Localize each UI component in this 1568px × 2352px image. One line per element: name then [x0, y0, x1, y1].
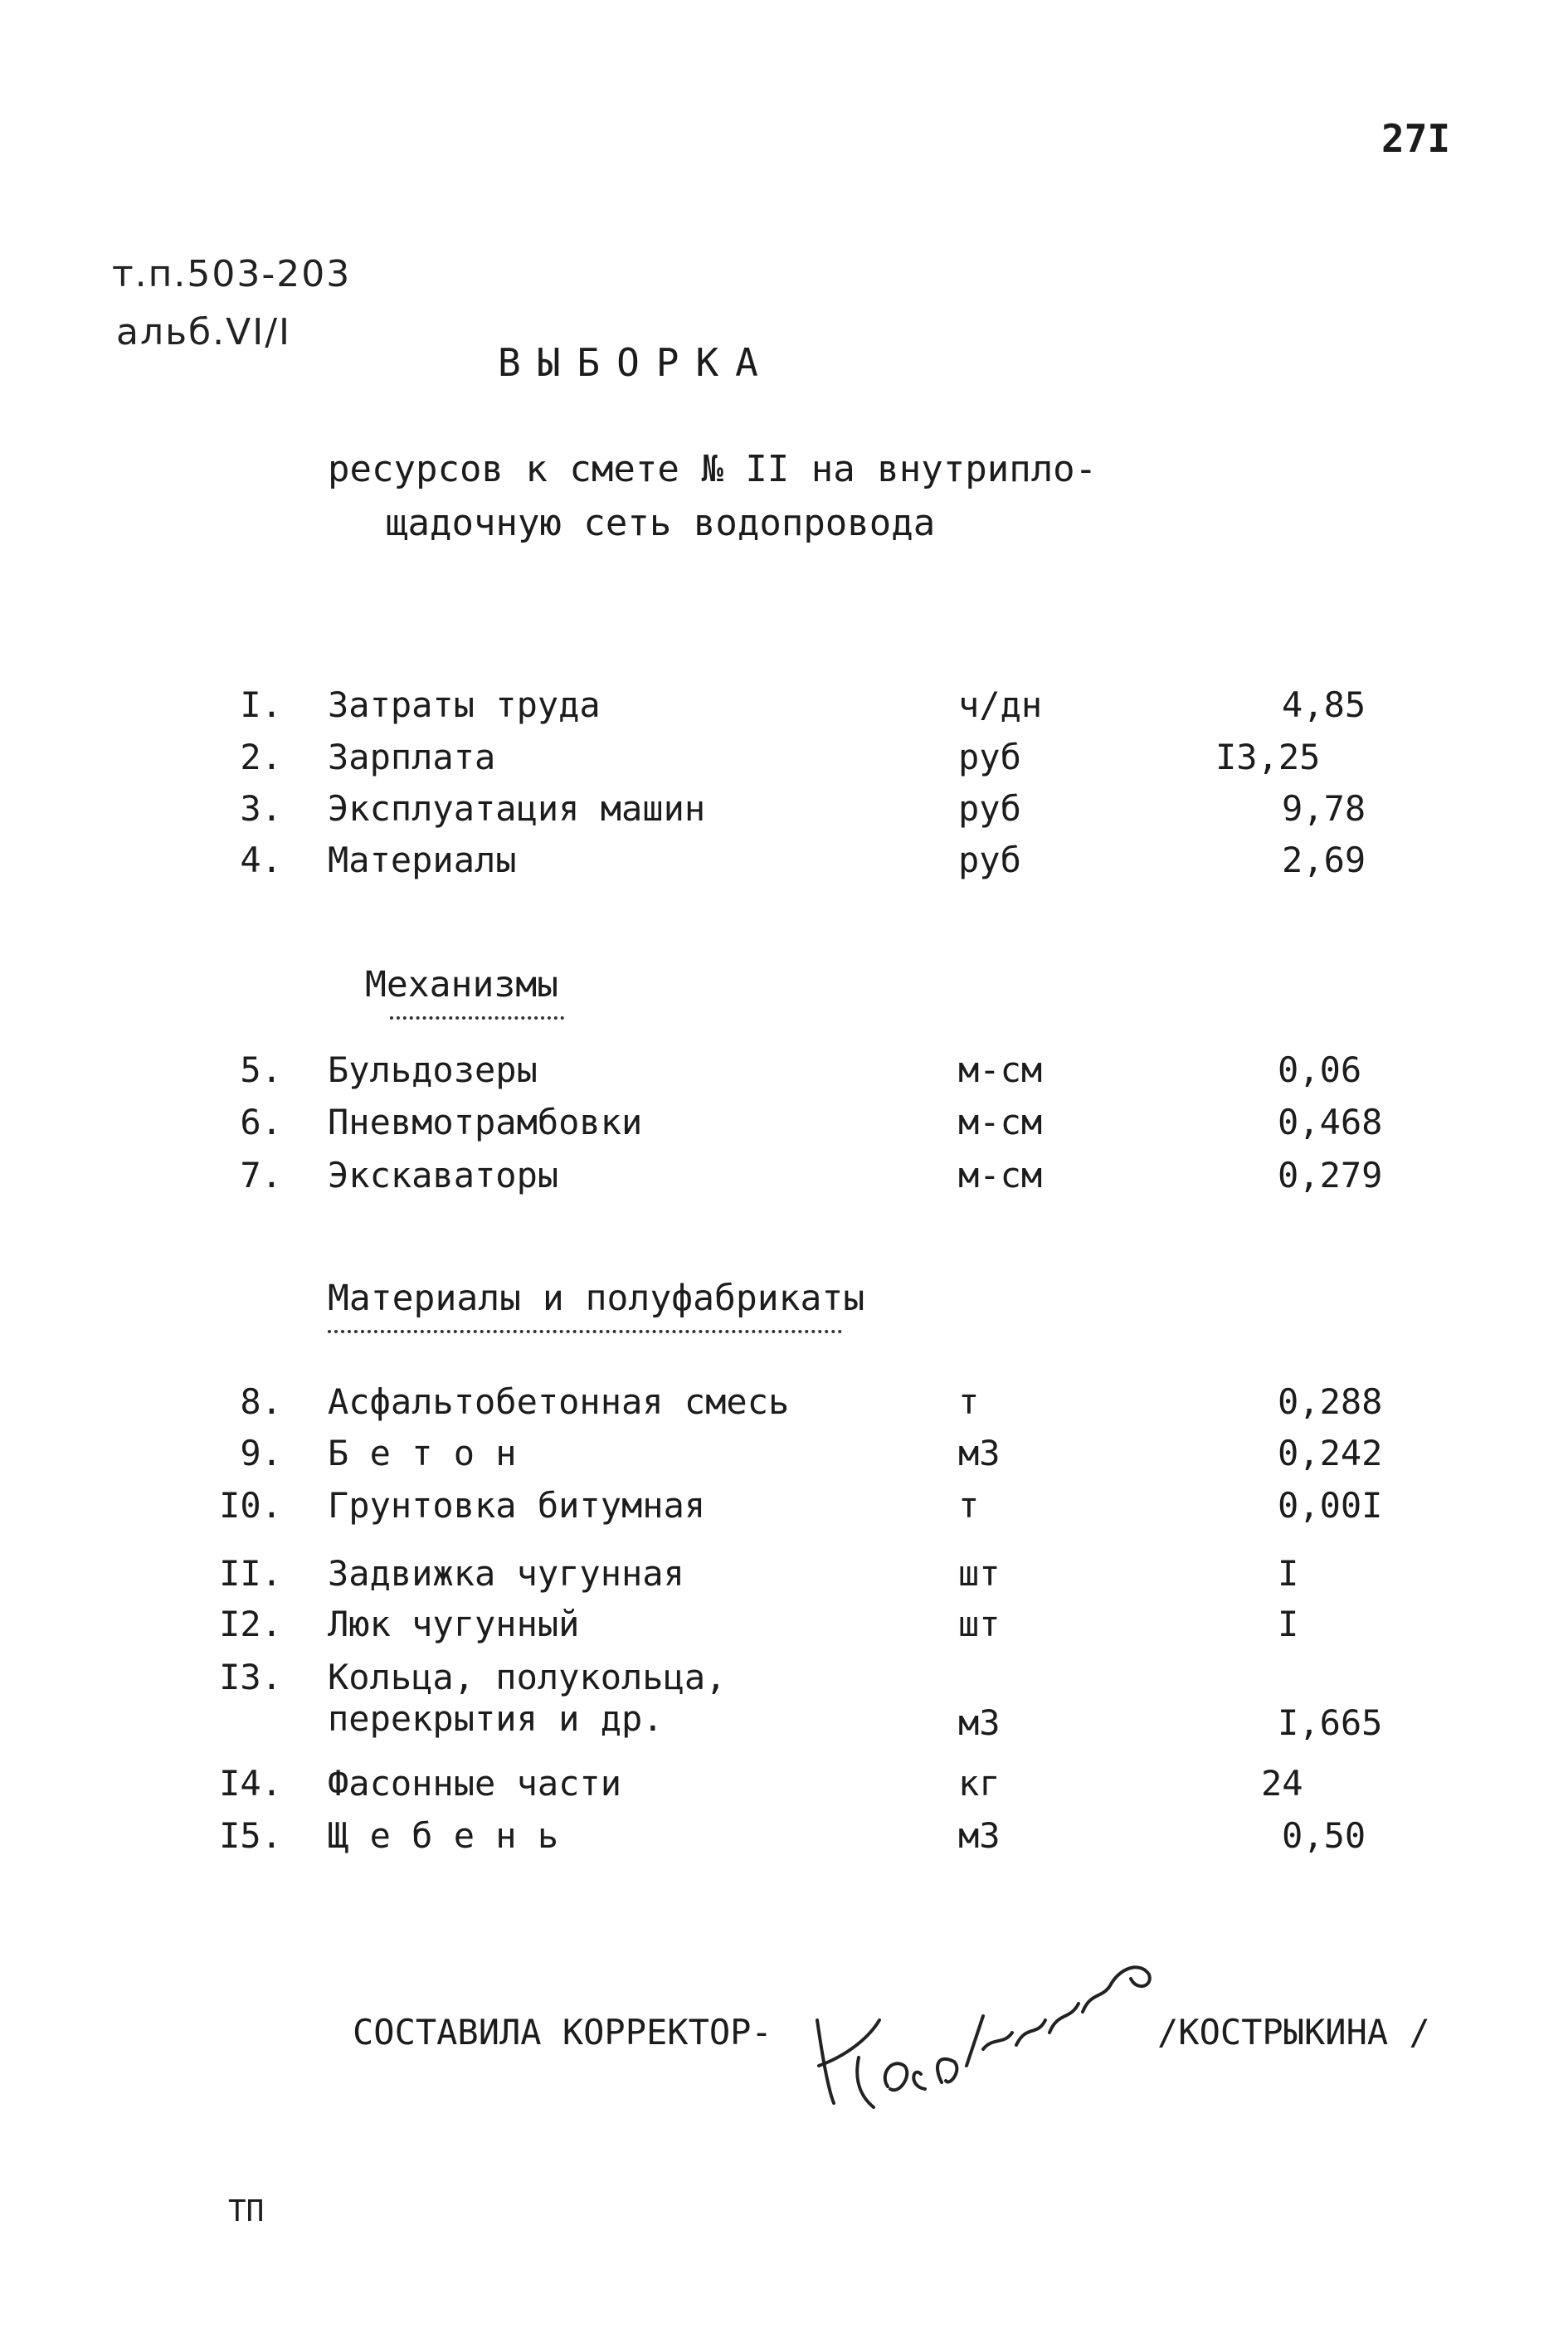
item-number: 2. [240, 737, 282, 777]
list-item [0, 737, 1568, 786]
item-number: 8. [240, 1381, 282, 1422]
list-item [0, 1553, 1568, 1603]
list-item [0, 1155, 1568, 1205]
item-name: Щ е б е н ь [328, 1815, 559, 1856]
list-item [0, 1381, 1568, 1431]
item-number: 7. [240, 1155, 282, 1195]
item-unit: шт [958, 1604, 1001, 1644]
item-value: I [1278, 1604, 1299, 1644]
item-number: I. [240, 684, 282, 725]
list-item [0, 788, 1568, 838]
item-unit: руб [958, 840, 1021, 880]
item-unit: кг [958, 1763, 1001, 1804]
item-unit: м-см [958, 1102, 1043, 1142]
item-value: 0,468 [1278, 1102, 1383, 1142]
corner-note-line1: т.п.503-203 [112, 253, 352, 295]
item-value: 24 [1261, 1763, 1303, 1804]
item-value: 4,85 [1282, 684, 1366, 725]
item-value: 0,00I [1278, 1485, 1383, 1526]
item-unit: шт [958, 1553, 1001, 1594]
item-value: 0,279 [1278, 1155, 1383, 1195]
document-title: ВЫБОРКА [498, 340, 775, 385]
corner-note-line2: альб.VI/I [116, 311, 292, 353]
item-unit: м-см [958, 1049, 1043, 1090]
item-number: 5. [240, 1049, 282, 1090]
item-number: 9. [240, 1433, 282, 1473]
subtitle-line2: щадочную сеть водопровода [386, 502, 936, 544]
page-number: 27I [1381, 116, 1451, 161]
item-name: Асфальтобетонная смесь [328, 1381, 790, 1422]
item-name: Зарплата [328, 737, 496, 777]
item-value: 0,06 [1278, 1049, 1362, 1090]
item-value: 0,288 [1278, 1381, 1383, 1422]
list-item [0, 1102, 1568, 1152]
list-item [0, 1433, 1568, 1483]
list-item [0, 684, 1568, 734]
item-name: Б е т о н [328, 1433, 517, 1473]
item-name: Эксплуатация машин [328, 788, 706, 829]
list-item [0, 1763, 1568, 1813]
item-unit: м3 [958, 1815, 1001, 1856]
item-name: Кольца, полукольца, [328, 1657, 727, 1697]
item-value: 2,69 [1282, 840, 1366, 880]
item-number: II. [219, 1553, 282, 1594]
item-value: I3,25 [1215, 737, 1321, 777]
section-underline [390, 1016, 564, 1020]
item-unit: руб [958, 788, 1021, 829]
list-item [0, 1604, 1568, 1653]
compiled-by-label: СОСТАВИЛА КОРРЕКТОР- [353, 2012, 772, 2053]
item-number: I5. [219, 1815, 282, 1856]
item-value: 0,50 [1282, 1815, 1366, 1856]
item-value: 9,78 [1282, 788, 1366, 829]
item-value: I [1278, 1553, 1299, 1594]
item-number: 6. [240, 1102, 282, 1142]
item-unit: м3 [958, 1702, 1001, 1743]
section-title: Материалы и полуфабрикаты [328, 1278, 865, 1319]
list-item [0, 1815, 1568, 1865]
item-name: Задвижка чугунная [328, 1553, 684, 1594]
handwritten-signature [809, 1941, 1174, 2116]
item-name: Пневмотрамбовки [328, 1102, 643, 1142]
compiler-name: /КОСТРЫКИНА / [1157, 2012, 1430, 2053]
item-value: 0,242 [1278, 1433, 1383, 1473]
item-unit: м-см [958, 1155, 1043, 1195]
item-name-continued: перекрытия и др. [328, 1698, 664, 1739]
item-number: I3. [219, 1657, 282, 1697]
item-number: 3. [240, 788, 282, 829]
item-name: Бульдозеры [328, 1049, 538, 1090]
subtitle-line1: ресурсов к смете № II на внутрипло- [328, 448, 1098, 490]
list-item [0, 840, 1568, 889]
item-value: I,665 [1278, 1702, 1383, 1743]
item-unit: т [958, 1485, 980, 1526]
list-item [0, 1657, 1568, 1756]
item-name: Люк чугунный [328, 1604, 580, 1644]
item-unit: ч/дн [958, 684, 1043, 725]
item-name: Грунтовка битумная [328, 1485, 706, 1526]
section-title: Механизмы [365, 964, 558, 1006]
bottom-mark: ТП [228, 2194, 265, 2228]
item-unit: м3 [958, 1433, 1001, 1473]
item-number: I0. [219, 1485, 282, 1526]
item-number: 4. [240, 840, 282, 880]
list-item [0, 1485, 1568, 1535]
item-name: Фасонные части [328, 1763, 622, 1804]
item-name: Экскаваторы [328, 1155, 559, 1195]
item-unit: т [958, 1381, 980, 1422]
item-name: Затраты труда [328, 684, 601, 725]
item-unit: руб [958, 737, 1021, 777]
item-number: I4. [219, 1763, 282, 1804]
list-item [0, 1049, 1568, 1099]
section-underline [328, 1330, 842, 1333]
item-name: Материалы [328, 840, 517, 880]
item-number: I2. [219, 1604, 282, 1644]
